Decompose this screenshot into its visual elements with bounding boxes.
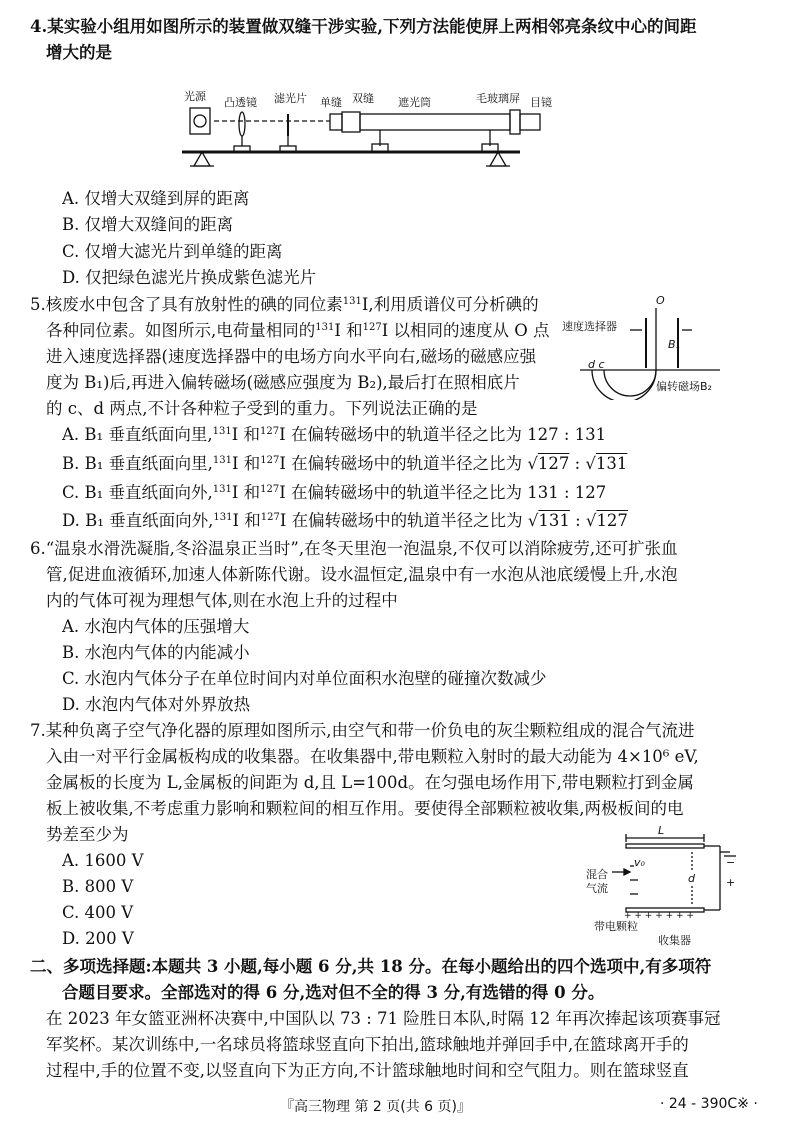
q5-option-a: A. B₁ 垂直纸面向里,$^{131}$I 和$^{127}$I 在偏转磁场中的轨道半径之比为 127 : 131 [62,425,607,444]
q5-option-c: C. B₁ 垂直纸面向外,$^{131}$I 和$^{127}$I 在偏转磁场中的轨道半径之比为 131 : 127 [62,483,607,502]
q4-option-d: D. 仅把绿色滤光片换成紫色滤光片 [62,268,317,287]
label-eyepiece: 目镜 [530,96,552,109]
q4-option-b: B. 仅增大双缝间的距离 [62,215,234,234]
label-single-slit: 单缝 [320,96,342,109]
q5-stem-line1: 5.核废水中包含了具有放射性的碘的同位素$^{131}$I,利用质谱仪可分析碘的 [30,295,539,314]
basketball-paragraph-line2: 军奖杯。某次训练中,一名球员将篮球竖直向下拍出,篮球触地并弹回手中,在篮球离开手的 [46,1035,689,1054]
q5-option-d: D. B₁ 垂直纸面向外,$^{131}$I 和$^{127}$I 在偏转磁场中的轨道半径之比为 √131 : √127 [62,511,628,530]
q7-option-c: C. 400 V [62,903,134,922]
label-convex-lens: 凸透镜 [224,96,257,109]
q7-stem-line2: 入由一对平行金属板构成的收集器。在收集器中,带电颗粒入射时的最大动能为 4×10⁶ eV, [46,747,699,766]
light-source-box [190,108,210,134]
section2-heading-line1: 二、多项选择题:本题共 3 小题,每小题 6 分,共 18 分。在每小题给出的四个选项中,有多项符 [30,957,712,976]
q4-stem-line1: 4.某实验小组用如图所示的装置做双缝干涉实验,下列方法能使屏上两相邻亮条纹中心的间距 [30,17,697,36]
q6-option-c: C. 水泡内气体分子在单位时间内对单位面积水泡壁的碰撞次数减少 [62,669,547,688]
page-footer-center: 『高三物理 第 2 页(共 6 页)』 [280,1099,471,1115]
label-filter: 滤光片 [274,92,307,105]
q6-stem-line2: 管,促进血液循环,加速人体新陈代谢。设水温恒定,温泉中有一水泡从池底缓慢上升,水泡 [46,565,678,584]
minus-terminal: − [726,856,736,869]
v0-label: v₀ [634,856,645,869]
basketball-paragraph-line1: 在 2023 年女篮亚洲杯决赛中,中国队以 73 : 71 险胜日本队,时隔 12 年再次捧起该项赛事冠 [46,1009,721,1028]
q5-stem-line2: 各种同位素。如图所示,电荷量相同的$^{131}$I 和$^{127}$I 以相同的速度从 O 点 [46,321,550,340]
positive-plate-charges: + + + + + + + [624,911,694,921]
mass-spectrometer-figure [560,290,780,400]
bottom-plate [626,908,704,912]
page-footer-code: · 24 - 390C※ · [660,1096,758,1112]
charged-particle-label: 带电颗粒 [594,920,638,933]
q6-option-d: D. 水泡内气体对外界放热 [62,695,251,714]
air-purifier-collector-figure [580,822,740,950]
label-ground-glass-screen: 毛玻璃屏 [476,92,520,105]
velocity-selector-label: 速度选择器 [562,320,617,333]
basketball-paragraph-line3: 过程中,手的位置不变,以竖直向下为正方向,不计篮球触地时间和空气阻力。则在篮球竖直 [46,1061,689,1080]
label-light-tube: 遮光筒 [398,96,431,109]
q7-option-b: B. 800 V [62,877,134,896]
q7-stem-line1: 7.某种负离子空气净化器的原理如图所示,由空气和带一价负电的灰尘颗粒组成的混合气流进 [30,721,695,740]
deflection-field-label: 偏转磁场B₂ [656,380,712,393]
q4-option-c: C. 仅增大滤光片到单缝的距离 [62,242,283,261]
q7-option-d: D. 200 V [62,929,134,948]
top-plate [626,844,704,848]
section2-heading-line2: 合题目要求。全部选对的得 6 分,选对但不全的得 3 分,有选错的得 0 分。 [62,983,605,1002]
collector-label: 收集器 [658,934,691,947]
q6-option-b: B. 水泡内气体的内能减小 [62,643,250,662]
q5-stem-line5: 的 c、d 两点,不计各种粒子受到的重力。下列说法正确的是 [46,399,478,418]
q4-stem-line2: 增大的是 [46,43,112,62]
q7-stem-line3: 金属板的长度为 L,金属板的间距为 d,且 L=100d。在匀强电场作用下,带电颗粒打到金属 [46,773,694,792]
q6-stem-line1: 6.“温泉水滑洗凝脂,冬浴温泉正当时”,在冬天里泡一泡温泉,不仅可以消除疲劳,还可扩张血 [30,539,678,558]
convex-lens [239,112,245,136]
point-o-label: O [656,294,665,307]
label-double-slit: 双缝 [352,92,374,105]
points-dc-label: d c [588,358,605,371]
q5-option-b: B. B₁ 垂直纸面向里,$^{131}$I 和$^{127}$I 在偏转磁场中的轨道半径之比为 √127 : √131 [62,454,628,473]
mixed-flow-label-1: 混合 [586,868,608,881]
q7-stem-line4: 板上被收集,不考虑重力影响和颗粒间的相互作用。要使得全部颗粒被收集,两极板间的电 [46,799,684,818]
spacing-d-label: d [688,872,695,885]
length-l-label: L [658,824,665,837]
mixed-flow-label-2: 气流 [586,882,608,895]
q4-option-a: A. 仅增大双缝到屏的距离 [62,189,250,208]
q6-option-a: A. 水泡内气体的压强增大 [62,617,250,636]
light-shield-tube [360,114,510,130]
q5-stem-line4: 度为 B₁)后,再进入偏转磁场(磁感应强度为 B₂),最后打在照相底片 [46,373,520,392]
q5-stem-line3: 进入速度选择器(速度选择器中的电场方向水平向右,磁场的磁感应强 [46,347,537,366]
q7-stem-line5: 势差至少为 [46,825,129,844]
b1-label: B₁ [668,338,680,351]
q6-stem-line3: 内的气体可视为理想气体,则在水泡上升的过程中 [46,591,398,610]
interference-apparatus-figure [180,88,560,180]
q7-option-a: A. 1600 V [62,851,144,870]
label-light-source: 光源 [184,90,206,103]
plus-terminal: + [726,876,736,889]
